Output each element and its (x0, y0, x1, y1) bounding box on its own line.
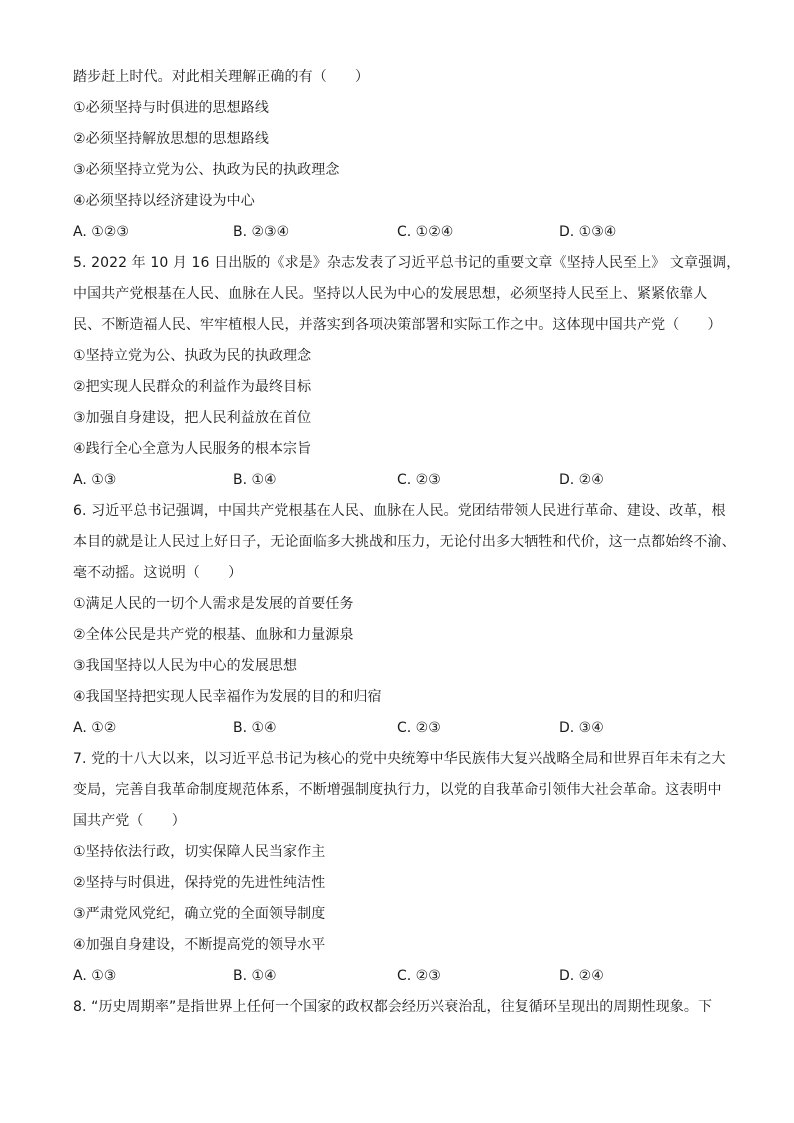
question-stem-line: 毫不动摇。这说明（ ） (73, 565, 243, 581)
option-b: B. ②③④ (233, 224, 290, 240)
statement-item: ③必须坚持立党为公、执政为民的执政理念 (73, 162, 340, 178)
statement-item: ②全体公民是共产党的根基、血脉和力量源泉 (73, 627, 354, 643)
statement-item: ③我国坚持以人民为中心的发展思想 (73, 658, 298, 674)
statement-item: ③严肃党风党纪，确立党的全面领导制度 (73, 906, 326, 922)
option-b: B. ①④ (233, 472, 277, 488)
question-stem-line: 8. “历史周期率”是指世界上任何一个国家的政权都会经历兴衰治乱，往复循环呈现出的周期性现象。下 (73, 999, 713, 1015)
question-stem-line: 国共产党（ ） (73, 813, 186, 829)
statement-item: ④践行全心全意为人民服务的根本宗旨 (73, 441, 312, 457)
question-stem-line: 6. 习近平总书记强调，中国共产党根基在人民、血脉在人民。党团结带领人民进行革命、建设、改革，根 (73, 503, 726, 519)
question-stem-line: 本目的就是让人民过上好日子，无论面临多大挑战和压力，无论付出多大牺牲和代价，这一点都始终不渝、 (73, 534, 736, 550)
answer-options (73, 713, 733, 744)
answer-options (73, 961, 733, 992)
option-b: B. ①④ (233, 968, 277, 984)
statement-item: ①坚持立党为公、执政为民的执政理念 (73, 348, 312, 364)
question-stem-line: 变局，完善自我革命制度规范体系，不断增强制度执行力，以党的自我革命引领伟大社会革命。这表明中 (73, 782, 722, 798)
exam-page (73, 62, 741, 1023)
option-c: C. ②③ (397, 472, 441, 488)
question-stem-line: 民、不断造福人民、牢牢植根人民，并落实到各项决策部署和实际工作之中。这体现中国共产党（ ） (73, 317, 722, 333)
option-b: B. ①④ (233, 720, 277, 736)
option-c: C. ①②④ (397, 224, 454, 240)
statement-item: ②把实现人民群众的利益作为最终目标 (73, 379, 312, 395)
option-d: D. ②④ (559, 472, 604, 488)
statement-item: ④必须坚持以经济建设为中心 (73, 193, 255, 209)
option-a: A. ①③ (73, 968, 117, 984)
statement-item: ①满足人民的一切个人需求是发展的首要任务 (73, 596, 354, 612)
question-stem-line: 5. 2022 年 10 月 16 日出版的《求是》杂志发表了习近平总书记的重要文章《坚持人民至上》 文章强调， (73, 255, 741, 271)
answer-options (73, 465, 733, 496)
answer-options (73, 217, 733, 248)
statement-item: ①必须坚持与时俱进的思想路线 (73, 100, 269, 116)
option-c: C. ②③ (397, 720, 441, 736)
statement-item: ④加强自身建设，不断提高党的领导水平 (73, 937, 326, 953)
question-5 (73, 248, 741, 496)
statement-item: ④我国坚持把实现人民幸福作为发展的目的和归宿 (73, 689, 382, 705)
statement-item: ③加强自身建设，把人民利益放在首位 (73, 410, 312, 426)
question-7 (73, 744, 733, 992)
question-4 (73, 62, 733, 248)
option-d: D. ①③④ (559, 224, 617, 240)
option-a: A. ①②③ (73, 224, 129, 240)
question-stem-line: 中国共产党根基在人民、血脉在人民。坚持以人民为中心的发展思想，必须坚持人民至上、紧紧依靠人 (73, 286, 708, 302)
statement-item: ②坚持与时俱进，保持党的先进性纯洁性 (73, 875, 326, 891)
option-a: A. ①② (73, 720, 117, 736)
question-6 (73, 496, 736, 744)
question-stem-line: 7. 党的十八大以来，以习近平总书记为核心的党中央统筹中华民族伟大复兴战略全局和世界百年未有之大 (73, 751, 726, 767)
statement-item: ②必须坚持解放思想的思想路线 (73, 131, 269, 147)
option-c: C. ②③ (397, 968, 441, 984)
option-d: D. ③④ (559, 720, 604, 736)
question-stem-line: 踏步赶上时代。对此相关理解正确的有（ ） (73, 69, 370, 85)
question-8 (73, 992, 733, 1023)
option-d: D. ②④ (559, 968, 604, 984)
option-a: A. ①③ (73, 472, 117, 488)
statement-item: ①坚持依法行政，切实保障人民当家作主 (73, 844, 326, 860)
